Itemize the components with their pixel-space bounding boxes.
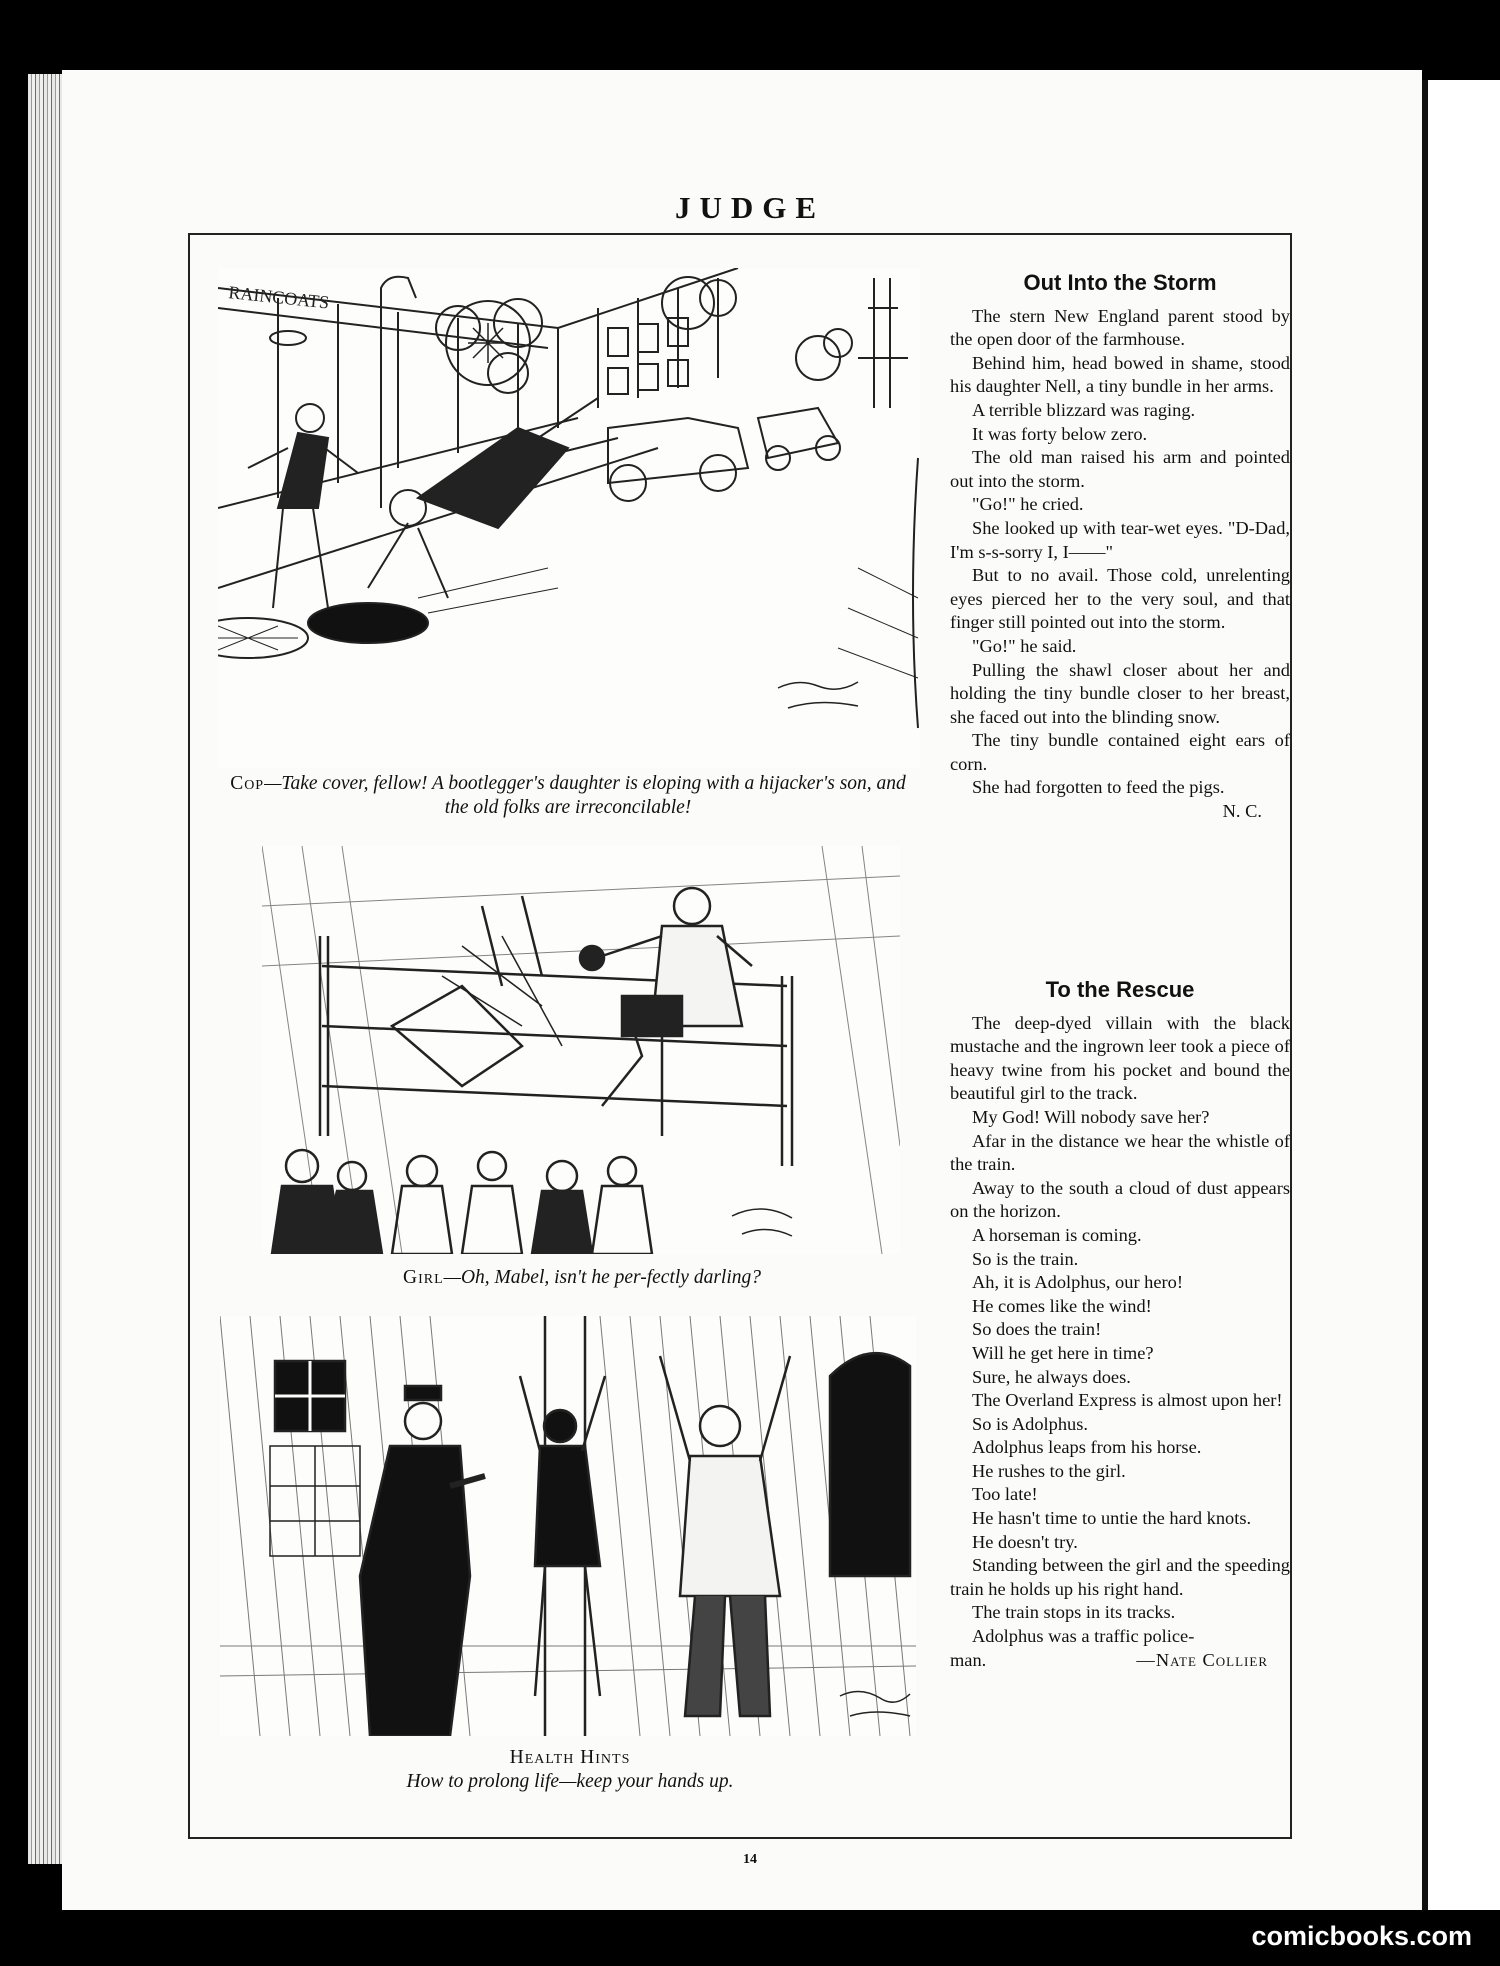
story-paragraph: So is Adolphus. xyxy=(972,1413,1088,1434)
cartoon-caption-girl xyxy=(262,1266,902,1290)
holdup-illustration xyxy=(220,1316,916,1736)
story-paragraph: The Overland Express is almost upon her! xyxy=(972,1390,1283,1411)
caption-title: Health Hints xyxy=(509,1747,631,1768)
story-paragraph: "Go!" he said. xyxy=(972,635,1077,656)
story-signature-line xyxy=(950,1649,1290,1673)
street-scene-illustration xyxy=(218,268,920,768)
cartoon-street-scene xyxy=(218,268,920,768)
story-paragraph: The tiny bundle contained eight ears of corn. xyxy=(950,730,1290,774)
story-paragraph: A horseman is coming. xyxy=(972,1224,1142,1245)
story-paragraph: "Go!" he cried. xyxy=(972,494,1084,515)
story-paragraph: She had forgotten to feed the pigs. xyxy=(972,777,1225,798)
story-paragraph: The old man raised his arm and pointed out into the storm. xyxy=(950,447,1290,491)
masthead: JUDGE xyxy=(674,190,826,225)
story-paragraph: But to no avail. Those cold, unrelenting eyes pierced her to the very soul, and that finger still pointed out into the storm. xyxy=(950,565,1290,633)
boxing-ring-illustration xyxy=(262,846,900,1254)
story-paragraph: Sure, he always does. xyxy=(972,1366,1131,1387)
cartoon-caption-health-hints xyxy=(220,1746,920,1794)
story-paragraph: So is the train. xyxy=(972,1248,1079,1269)
story-paragraph: Afar in the distance we hear the whistle of the train. xyxy=(950,1130,1290,1175)
story-paragraph: Too late! xyxy=(972,1484,1038,1505)
site-watermark: comicbooks.com xyxy=(1251,1921,1472,1951)
caption-speaker: Girl xyxy=(403,1267,444,1288)
story-paragraph: Standing between the girl and the speeding train he holds up his right hand. xyxy=(950,1555,1290,1599)
story-title: Out Into the Storm xyxy=(1023,270,1217,295)
story-paragraph: The stern New England parent stood by the open door of the farmhouse. xyxy=(950,305,1290,350)
story-signature-line xyxy=(950,800,1290,824)
story-paragraph: She looked up with tear-wet eyes. "D-Dad, I'm s-s-sorry I, I——" xyxy=(950,517,1290,562)
story-paragraph: Away to the south a cloud of dust appears on the horizon. xyxy=(950,1177,1290,1222)
story-paragraph: Pulling the shawl closer about her and holding the tiny bundle closer to her breast, she faced out into the blinding snow. xyxy=(950,659,1290,727)
story-paragraph: So does the train! xyxy=(972,1319,1102,1340)
story-paragraph: He rushes to the girl. xyxy=(972,1460,1126,1481)
story-paragraph: He doesn't try. xyxy=(972,1531,1078,1552)
story-paragraph: Behind him, head bowed in shame, stood his daughter Nell, a tiny bundle in her arms. xyxy=(950,352,1290,397)
story-signature: N. C. xyxy=(1222,801,1262,822)
story-paragraph: A terrible blizzard was raging. xyxy=(972,399,1196,420)
story-paragraph: Will he get here in time? xyxy=(972,1342,1154,1363)
shop-sign-text: RAINCOATS xyxy=(227,282,331,313)
story-paragraph: He comes like the wind! xyxy=(972,1295,1152,1316)
story-paragraph: He hasn't time to untie the hard knots. xyxy=(972,1508,1252,1529)
cartoon-boxing-ring xyxy=(262,846,900,1254)
caption-speaker: Cop xyxy=(230,773,265,794)
story-paragraph: The deep-dyed villain with the black mustache and the ingrown leer took a piece of heavy twine from his pocket and bound the beautiful girl to the track. xyxy=(950,1012,1290,1104)
story-paragraph: The train stops in its tracks. xyxy=(972,1602,1176,1623)
story-paragraph: Adolphus was a traffic police- xyxy=(972,1626,1195,1647)
cartoon-holdup xyxy=(220,1316,916,1736)
story-title: To the Rescue xyxy=(1045,977,1195,1002)
caption-text: How to prolong life—keep your hands up. xyxy=(406,1771,734,1792)
facing-page-edge xyxy=(1422,80,1500,1910)
story-to-the-rescue xyxy=(950,978,1290,1672)
cartoon-caption-cop xyxy=(218,772,918,820)
story-signature: —Nate Collier xyxy=(1136,1649,1268,1670)
story-paragraph: Adolphus leaps from his horse. xyxy=(972,1437,1202,1458)
story-out-into-the-storm xyxy=(950,271,1290,824)
page-number: 14 xyxy=(743,1852,757,1867)
story-last-line: man. xyxy=(950,1649,987,1670)
story-paragraph: My God! Will nobody save her? xyxy=(972,1106,1210,1127)
caption-text: —Take cover, fellow! A bootlegger's daughter is eloping with a hijacker's son, and the old folks are irreconcilable! xyxy=(264,773,906,818)
story-paragraph: It was forty below zero. xyxy=(972,423,1148,444)
caption-text: —Oh, Mabel, isn't he per-fectly darling? xyxy=(443,1267,761,1288)
story-paragraph: Ah, it is Adolphus, our hero! xyxy=(972,1272,1183,1293)
